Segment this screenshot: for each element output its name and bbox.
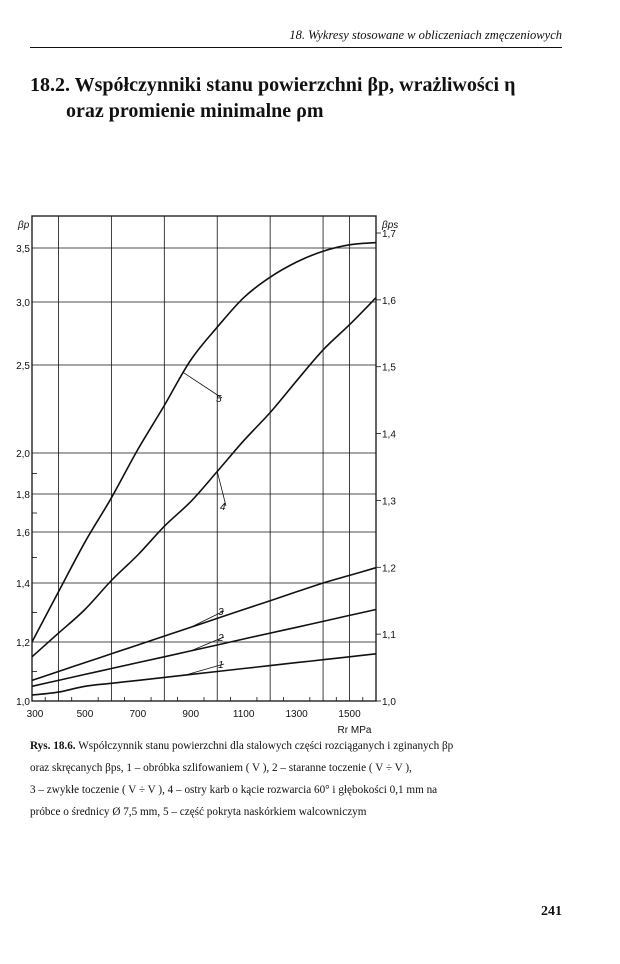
left-tick-label: 1,0 xyxy=(16,697,30,708)
x-axis-label: Rr MPa xyxy=(337,725,372,736)
left-axis-label: βp xyxy=(18,220,30,231)
running-header: 18. Wykresy stosowane w obliczeniach zmęczeniowych xyxy=(289,28,562,42)
section-title-line2: oraz promienie minimalne ρm xyxy=(66,100,324,122)
x-tick-label: 700 xyxy=(129,709,147,720)
right-axis-label: βps xyxy=(382,220,399,231)
chart-grid xyxy=(32,216,381,701)
curve-label-1: 1 xyxy=(218,660,224,671)
right-tick-label: 1,0 xyxy=(382,697,396,708)
chart-curves xyxy=(32,243,376,695)
curve-label-leader xyxy=(217,471,226,506)
plot-frame xyxy=(32,216,376,701)
caption-text-1: Współczynnik stanu powierzchni dla stalowych części rozciąganych i zginanych βp xyxy=(78,740,454,752)
caption-line3: 3 – zwykłe toczenie ( V ÷ V ), 4 – ostry karb o kącie rozwarcia 60° i głębokości 0,1 mm na xyxy=(30,784,438,796)
curve-label-4: 4 xyxy=(220,502,226,513)
caption-label: Rys. 18.6. xyxy=(30,740,76,752)
right-tick-label: 1,4 xyxy=(382,429,396,441)
left-tick-label: 1,4 xyxy=(16,579,30,590)
right-tick-label: 1,1 xyxy=(382,630,396,642)
chart-labels xyxy=(16,220,398,736)
left-tick-label: 1,2 xyxy=(16,638,30,649)
curve-3 xyxy=(32,568,376,681)
left-tick-label: 3,5 xyxy=(16,244,30,255)
section-title-line1: 18.2. Współczynniki stanu powierzchni βp, wrażliwości η xyxy=(30,74,516,96)
figure-caption xyxy=(30,735,570,823)
caption-line2: oraz skręcanych βps, 1 – obróbka szlifowaniem ( V ), 2 – staranne toczenie ( V ÷ V ), xyxy=(30,762,412,774)
left-tick-label: 1,8 xyxy=(16,490,30,501)
left-tick-label: 2,5 xyxy=(16,361,30,372)
left-tick-label: 1,6 xyxy=(16,528,30,539)
x-tick-label: 1500 xyxy=(338,709,361,720)
curve-label-3: 3 xyxy=(218,607,224,618)
right-tick-label: 1,7 xyxy=(382,229,396,240)
curve-label-2: 2 xyxy=(218,633,224,644)
x-tick-label: 900 xyxy=(182,709,200,720)
right-tick-label: 1,2 xyxy=(382,563,396,575)
left-tick-label: 3,0 xyxy=(16,298,30,309)
right-tick-label: 1,5 xyxy=(382,362,396,374)
left-tick-label: 2,0 xyxy=(16,449,30,460)
right-tick-label: 1,6 xyxy=(382,295,396,307)
x-tick-label: 500 xyxy=(76,709,94,720)
right-tick-label: 1,3 xyxy=(382,496,396,508)
curve-label-5: 5 xyxy=(216,394,222,405)
x-tick-label: 300 xyxy=(26,709,44,720)
curve-4 xyxy=(32,298,376,657)
caption-line4: próbce o średnicy Ø 7,5 mm, 5 – część pokryta naskórkiem walcowniczym xyxy=(30,806,367,818)
x-tick-label: 1100 xyxy=(232,709,255,720)
caption-line1 xyxy=(30,735,570,757)
page-number: 241 xyxy=(541,904,562,919)
x-tick-label: 1300 xyxy=(285,709,308,720)
